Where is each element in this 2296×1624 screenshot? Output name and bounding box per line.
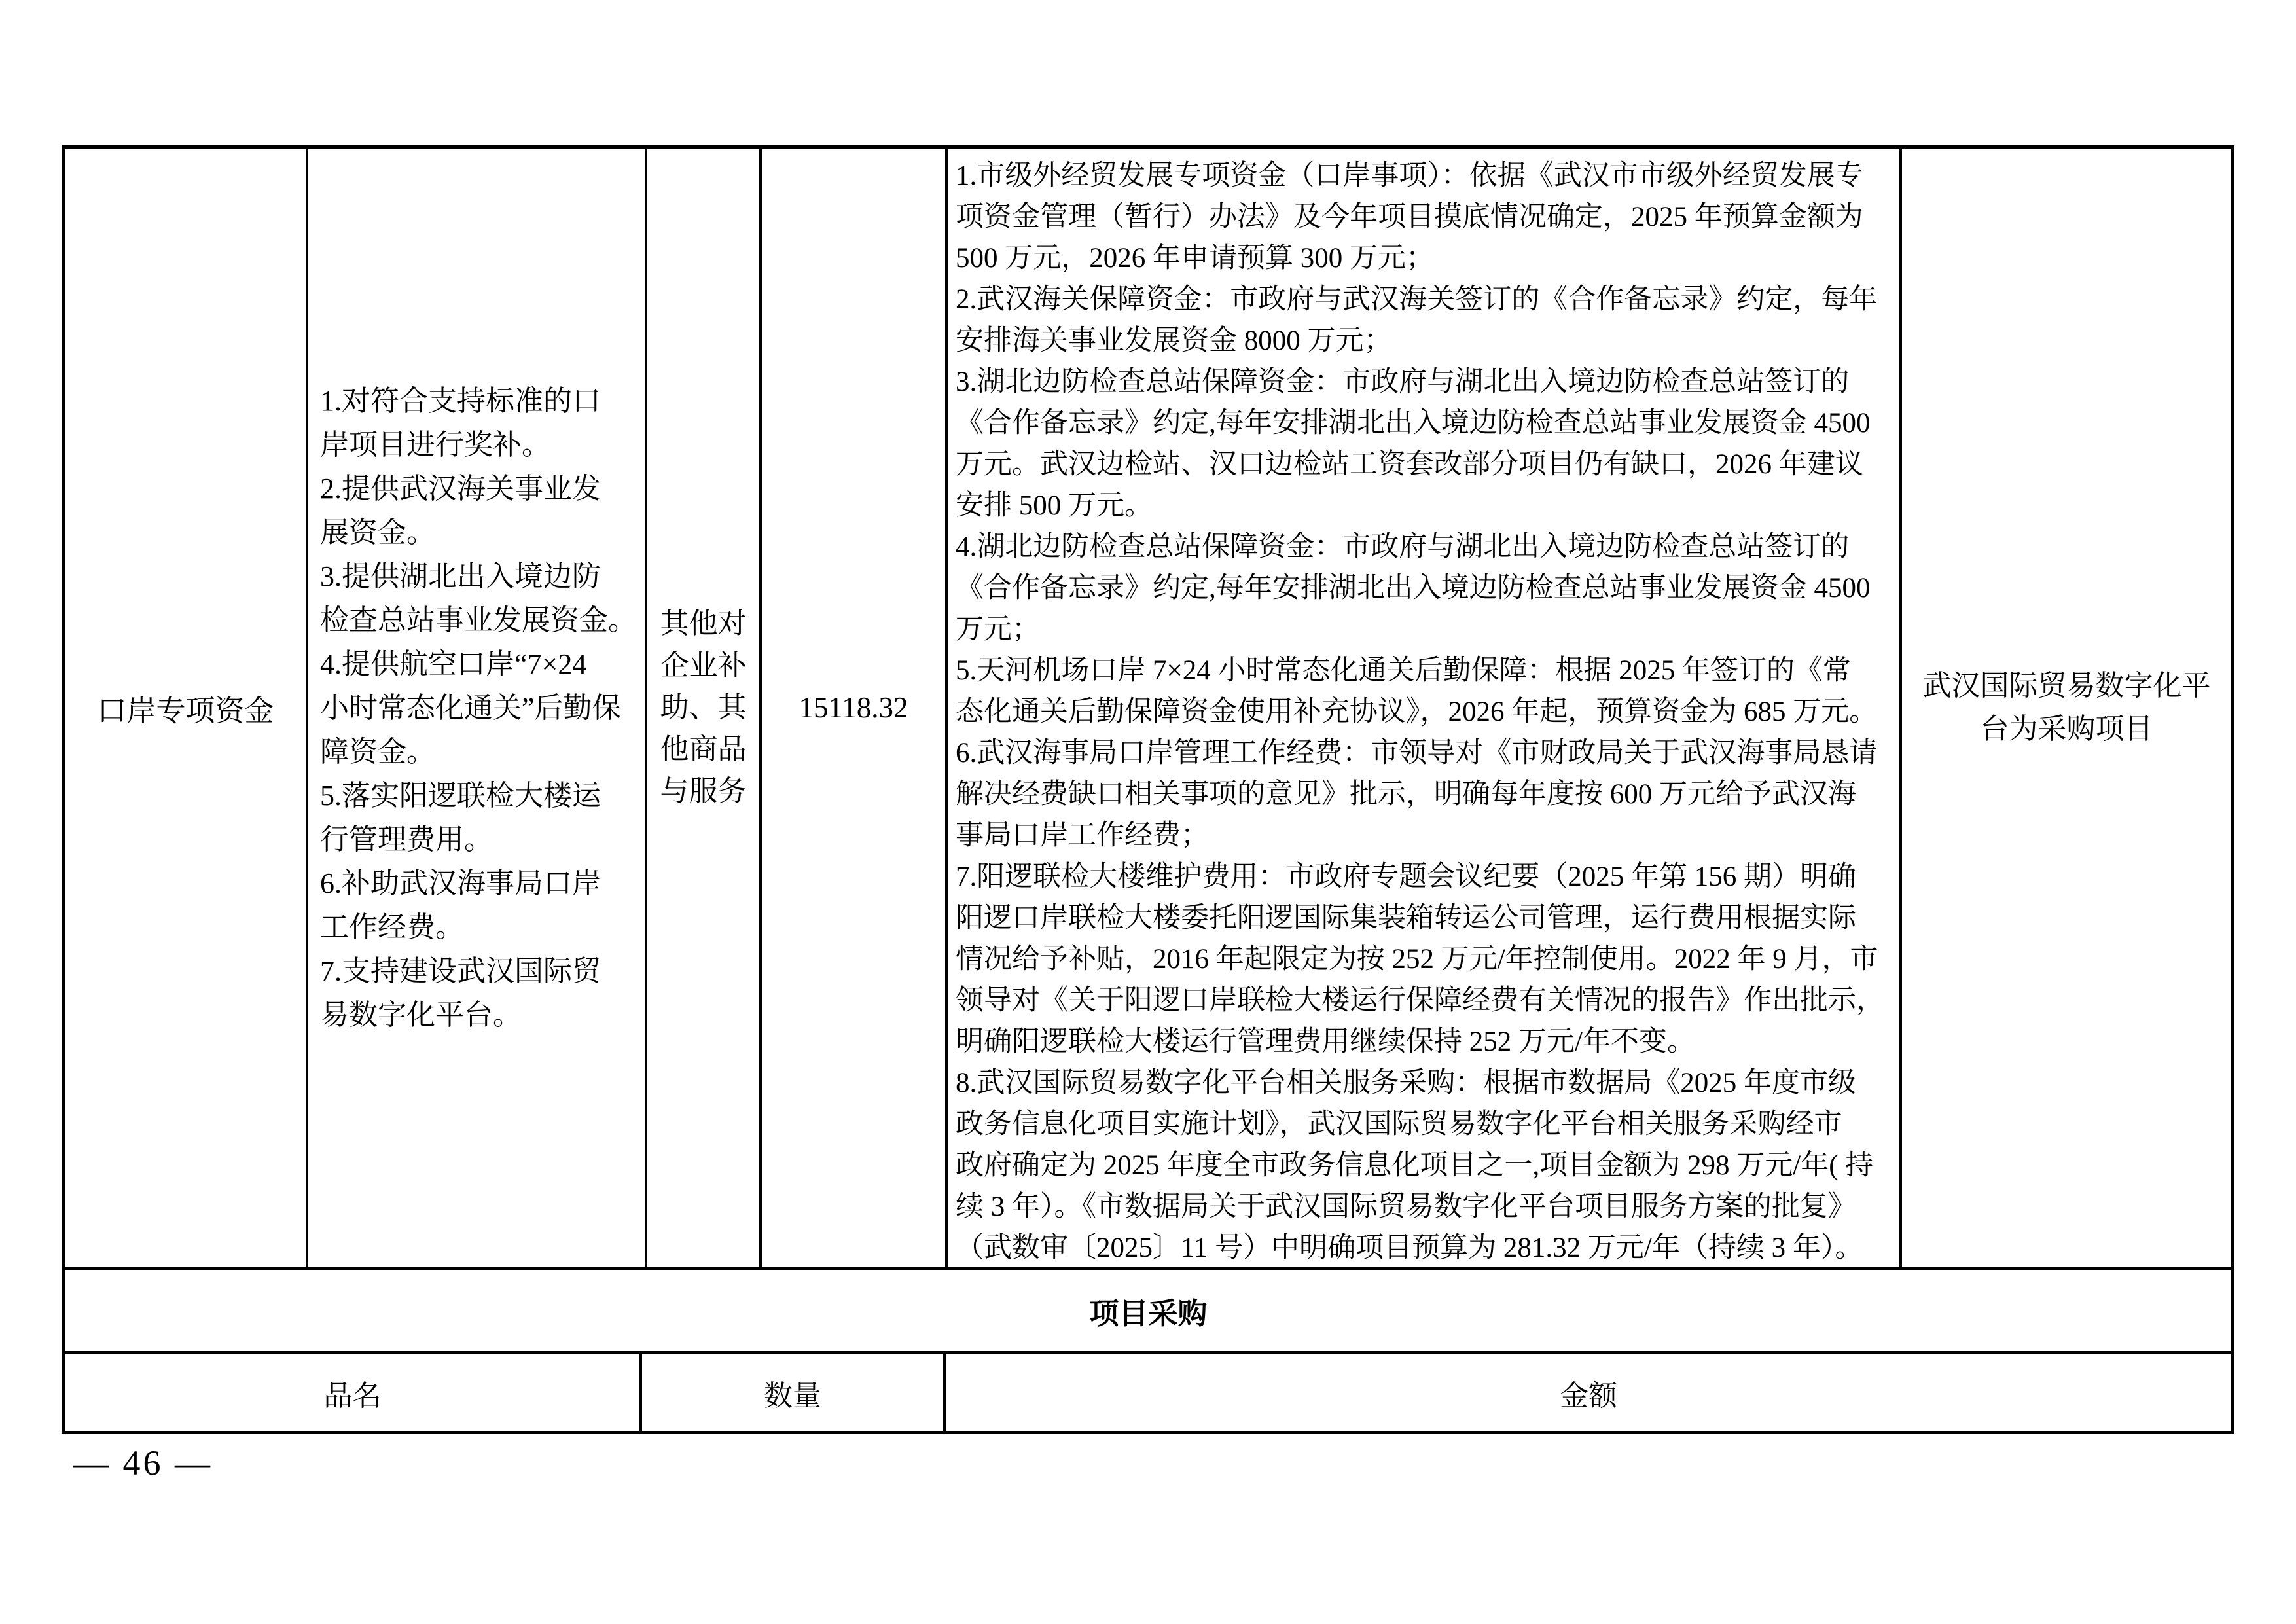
text-line: 阳逻口岸联检大楼委托阳逻国际集装箱转运公司管理，运行费用根据实际	[956, 903, 1856, 933]
text-line: 其他对	[660, 607, 747, 640]
cell-budget-amount	[762, 149, 945, 1267]
funding-basis-text	[956, 155, 1884, 1269]
text-line: 4.提供航空口岸“7×24	[320, 647, 587, 680]
text-line: 岸项目进行奖补。	[320, 428, 550, 461]
text-line: 他商品	[660, 733, 747, 765]
text-line: 7.阳逻联检大楼维护费用：市政府专题会议纪要（2025 年第 156 期）明确	[956, 861, 1856, 892]
text-line: 万元。武汉边检站、汉口边检站工资套改部分项目仍有缺口，2026 年建议	[956, 449, 1863, 480]
budget-table	[62, 145, 2234, 1434]
text-line: 展资金。	[320, 516, 435, 549]
text-line: 工作经费。	[320, 911, 464, 943]
text-line: 事局口岸工作经费；	[956, 820, 1209, 851]
header-amount-label: 金额	[1560, 1379, 1617, 1412]
text-line: 1.市级外经贸发展专项资金（口岸事项）：依据《武汉市市级外经贸发展专	[956, 160, 1863, 191]
text-line: 2.提供武汉海关事业发	[320, 472, 601, 505]
text-line: 安排海关事业发展资金 8000 万元；	[956, 325, 1392, 356]
text-line: 6.武汉海事局口岸管理工作经费：市领导对《市财政局关于武汉海事局恳请	[956, 738, 1878, 768]
text-line: 检查总站事业发展资金。	[320, 604, 637, 636]
section-header-project-procurement	[65, 1270, 2231, 1351]
divider-main-row-bottom	[65, 1267, 2231, 1270]
text-line: 台为采购项目	[1980, 713, 2153, 745]
table-inner	[65, 149, 2231, 1431]
header-item-name-label: 品名	[323, 1379, 382, 1412]
text-line: 助、其	[660, 691, 747, 723]
text-line: 5.天河机场口岸 7×24 小时常态化通关后勤保障：根据 2025 年签订的《常	[956, 655, 1851, 686]
subsidy-type-text	[660, 603, 747, 812]
budget-amount-value: 15118.32	[798, 691, 908, 724]
divider-col-basis-note	[1899, 149, 1902, 1267]
divider-col-item-quantity	[639, 1354, 642, 1431]
text-line: 政府确定为 2025 年度全市政务信息化项目之一,项目金额为 298 万元/年( 持	[956, 1150, 1874, 1181]
text-line: 态化通关后勤保障资金使用补充协议》，2026 年起，预算资金为 685 万元。	[956, 696, 1878, 727]
text-line: （武数审〔2025〕11 号）中明确项目预算为 281.32 万元/年（持续 3 年）。	[956, 1233, 1863, 1263]
text-line: 易数字化平台。	[320, 998, 522, 1031]
cell-header-quantity	[642, 1354, 943, 1431]
text-line: 明确阳逻联检大楼运行管理费用继续保持 252 万元/年不变。	[956, 1026, 1695, 1057]
text-line: 安排 500 万元。	[956, 490, 1153, 521]
divider-col-subsidy-amount	[759, 149, 762, 1267]
text-line: 政务信息化项目实施计划》，武汉国际贸易数字化平台相关服务采购经市	[956, 1109, 1842, 1140]
text-line: 8.武汉国际贸易数字化平台相关服务采购：根据市数据局《2025 年度市级	[956, 1068, 1856, 1098]
text-line: 情况给予补贴，2016 年起限定为按 252 万元/年控制使用。2022 年 9 月，市	[956, 944, 1878, 975]
cell-fund-name	[65, 149, 306, 1267]
text-line: 与服务	[660, 775, 747, 807]
text-line: 《合作备忘录》约定,每年安排湖北出入境边防检查总站事业发展资金 4500	[956, 573, 1871, 604]
text-line: 6.补助武汉海事局口岸	[320, 867, 601, 899]
text-line: 武汉国际贸易数字化平	[1922, 670, 2211, 702]
text-line: 2.武汉海关保障资金：市政府与武汉海关签订的《合作备忘录》约定，每年	[956, 284, 1878, 315]
cell-subsidy-type	[647, 149, 759, 1267]
support-measures-text	[320, 379, 637, 1037]
text-line: 小时常态化通关”后勤保	[320, 691, 621, 724]
text-line: 万元；	[956, 614, 1040, 645]
text-line: 续 3 年）。《市数据局关于武汉国际贸易数字化平台项目服务方案的批复》	[956, 1191, 1856, 1222]
text-line: 障资金。	[320, 735, 435, 768]
divider-col-fund-measures	[306, 149, 308, 1267]
divider-col-amount-basis	[945, 149, 948, 1267]
section-title-label: 项目采购	[1089, 1297, 1208, 1330]
divider-col-measures-subsidy	[645, 149, 647, 1267]
text-line: 行管理费用。	[320, 823, 493, 856]
cell-support-measures	[308, 149, 645, 1267]
fund-name-label: 口岸专项资金	[97, 694, 274, 727]
cell-header-amount	[946, 1354, 2231, 1431]
cell-header-item-name	[65, 1354, 639, 1431]
header-quantity-label: 数量	[764, 1379, 821, 1412]
text-line: 3.提供湖北出入境边防	[320, 560, 601, 592]
cell-funding-basis	[948, 149, 1899, 1267]
text-line: 500 万元，2026 年申请预算 300 万元；	[956, 243, 1434, 274]
text-line: 企业补	[660, 649, 747, 681]
procurement-note-text	[1923, 664, 2211, 751]
text-line: 项资金管理（暂行）办法》及今年项目摸底情况确定，2025 年预算金额为	[956, 202, 1863, 232]
page-number: — 46 —	[73, 1443, 213, 1483]
text-line: 5.落实阳逻联检大楼运	[320, 779, 601, 812]
text-line: 《合作备忘录》约定,每年安排湖北出入境边防检查总站事业发展资金 4500	[956, 408, 1871, 439]
text-line: 7.支持建设武汉国际贸	[320, 954, 601, 987]
text-line: 解决经费缺口相关事项的意见》批示，明确每年度按 600 万元给予武汉海	[956, 779, 1856, 810]
text-line: 领导对《关于阳逻口岸联检大楼运行保障经费有关情况的报告》作出批示，	[956, 985, 1884, 1016]
text-line: 4.湖北边防检查总站保障资金：市政府与湖北出入境边防检查总站签订的	[956, 532, 1850, 562]
cell-procurement-note	[1902, 149, 2231, 1267]
text-line: 1.对符合支持标准的口	[320, 384, 601, 417]
text-line: 3.湖北边防检查总站保障资金：市政府与湖北出入境边防检查总站签订的	[956, 367, 1850, 397]
divider-section-header-bottom	[65, 1351, 2231, 1354]
divider-col-quantity-amount	[943, 1354, 946, 1431]
